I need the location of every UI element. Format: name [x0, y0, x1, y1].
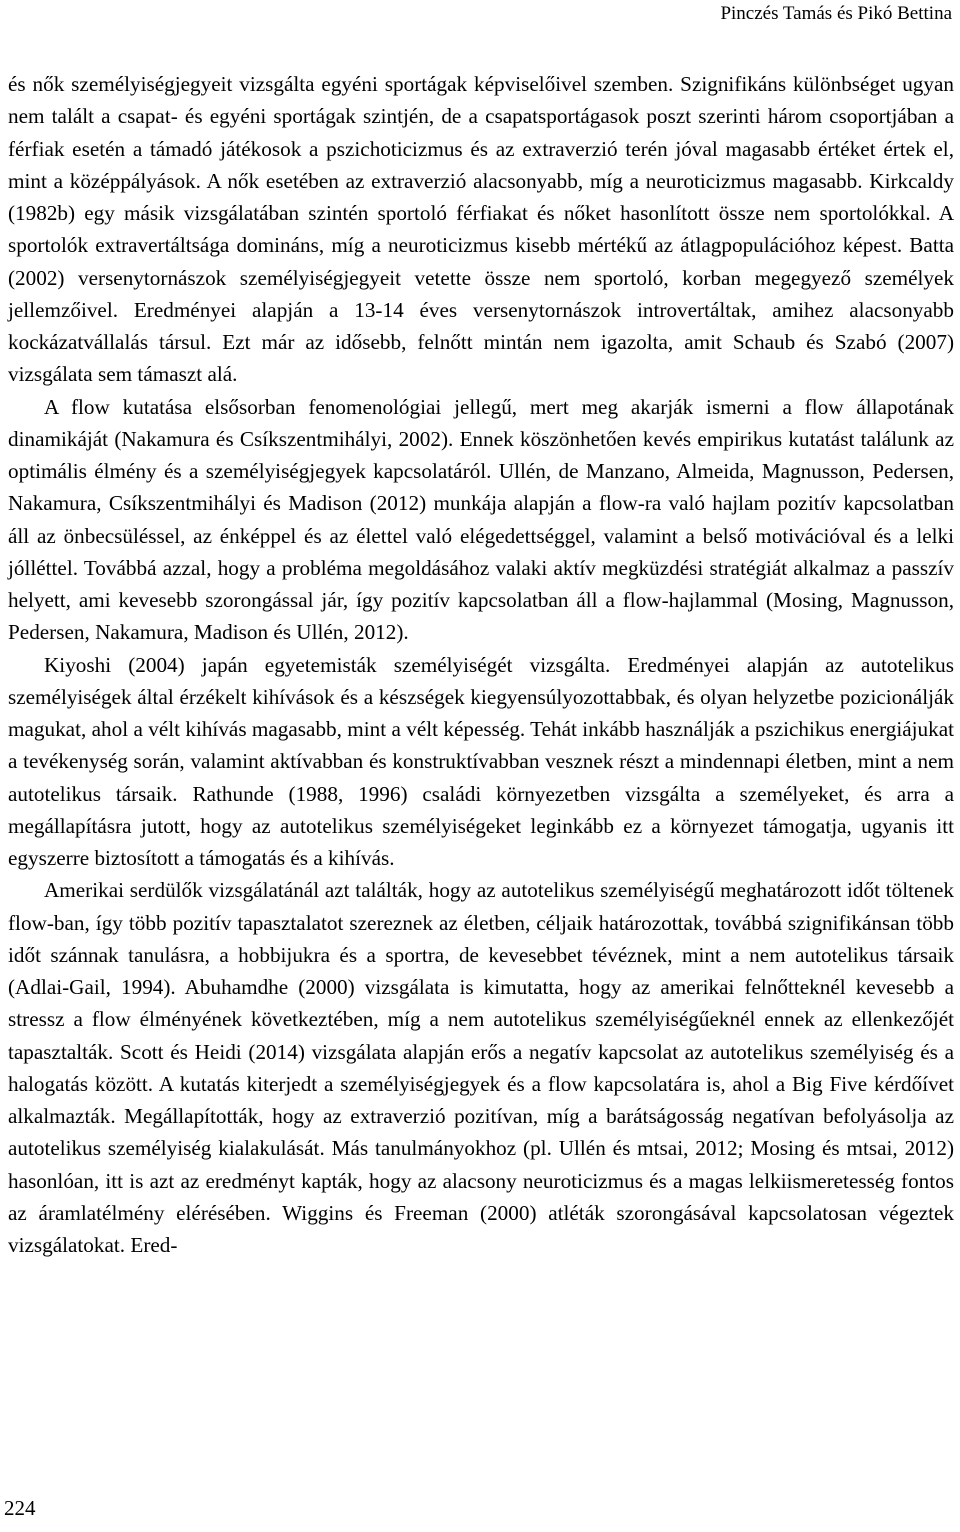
- paragraph-1: és nők személyiségjegyeit vizsgálta egyéni sportágak képviselőivel szemben. Szignifikáns különbséget ugyan nem talált a csapat- és egyéni sportágak szintjén, de a csapatsportágasok poszt szerinti három csoportjában a férfiak esetén a támadó játékosok a pszichoticizmus és az extraverzió terén jóval magasabb értéket értek el, mint a középpályások. A nők esetében az extraverzió alacsonyabb, míg a neuroticizmus magasabb. Kirkcaldy (1982b) egy másik vizsgálatában szintén sportoló férfiakat és nőket hasonlított össze nem sportolókkal. A sportolók extravertáltsága domináns, míg a neuroticizmus kisebb mértékű az átlagpopulációhoz képest. Batta (2002) versenytornászok személyiségjegyeit vetette össze nem sportoló, korban megegyező személyek jellemzőivel. Eredményei alapján a 13-14 éves versenytornászok introvertáltak, amihez alacsonyabb kockázatvállalás társul. Ezt már az idősebb, felnőtt mintán nem igazolta, amit Schaub és Szabó (2007) vizsgálata sem támaszt alá.: [8, 72, 954, 387]
- page-number: 224: [4, 1496, 36, 1520]
- body-text: [8, 68, 954, 1261]
- paragraph-2: A flow kutatása elsősorban fenomenológiai jellegű, mert meg akarják ismerni a flow állapotának dinamikáját (Nakamura és Csíkszentmihályi, 2002). Ennek köszönhetően kevés empirikus kutatást találunk az optimális élmény és a személyiségjegyek kapcsolatáról. Ullén, de Manzano, Almeida, Magnusson, Pedersen, Nakamura, Csíkszentmihályi és Madison (2012) munkája alapján a flow-ra való hajlam pozitív kapcsolatban áll az önbecsüléssel, az énképpel és az élettel való elégedettséggel, valamint a belső motivációval és a lelki jólléttel. Továbbá azzal, hogy a probléma megoldásához valaki aktív megküzdési stratégiát alkalmaz a passzív helyett, ami kevesebb szorongással jár, így pozitív kapcsolatban áll a flow-hajlammal (Mosing, Magnusson, Pedersen, Nakamura, Madison és Ullén, 2012).: [8, 394, 954, 645]
- paragraph-3: Kiyoshi (2004) japán egyetemisták személyiségét vizsgálta. Eredményei alapján az autotelikus személyiségek által érzékelt kihívások és a készségek kiegyensúlyozottabbak, és olyan helyzetbe pozicionálják magukat, ahol a vélt kihívás magasabb, mint a vélt képesség. Tehát inkább használják a pszichikus energiájukat a tevékenység során, valamint aktívabban és konstruktívabban vesznek részt a mindennapi életben, mint a nem autotelikus társaik. Rathunde (1988, 1996) családi környezetben vizsgálta a személyeket, és arra a megállapításra jutott, hogy az autotelikus személyiségeket leginkább ez a környezet támogatja, ugyanis itt egyszerre biztosított a támogatás és a kihívás.: [8, 652, 954, 870]
- paragraph-4: Amerikai serdülők vizsgálatánál azt találták, hogy az autotelikus személyiségű meghatározott időt töltenek flow-ban, így több pozitív tapasztalatot szereznek az életben, céljaik határozottak, továbbá szignifikánsan több időt szánnak tanulásra, a hobbijukra és a sportra, de kevesebbet tévéznek, mint a nem autotelikus társaik (Adlai-Gail, 1994). Abuhamdhe (2000) vizsgálata is kimutatta, hogy az amerikai felnőtteknél kevesebb a stressz a flow élményének következtében, míg a nem autotelikus személyiségűeknél ennek az ellenkezőjét tapasztalták. Scott és Heidi (2014) vizsgálata alapján erős a negatív kapcsolat az autotelikus személyiség és a halogatás között. A kutatás kiterjedt a személyiségjegyek és a flow kapcsolatára is, ahol a Big Five kérdőívet alkalmazták. Megállapították, hogy az extraverzió pozitívan, míg a barátságosság negatívan befolyásolja az autotelikus személyiség kialakulását. Más tanulmányokhoz (pl. Ullén és mtsai, 2012; Mosing és mtsai, 2012) hasonlóan, itt is azt az eredményt kapták, hogy az alacsony neuroticizmus és a magas lelkiismeretesség fontos az áramlatélmény elérésében. Wiggins és Freeman (2000) atléták szorongásával kapcsolatosan végeztek vizsgálatokat. Ered-: [8, 878, 954, 1257]
- running-header: Pinczés Tamás és Pikó Bettina: [720, 3, 952, 24]
